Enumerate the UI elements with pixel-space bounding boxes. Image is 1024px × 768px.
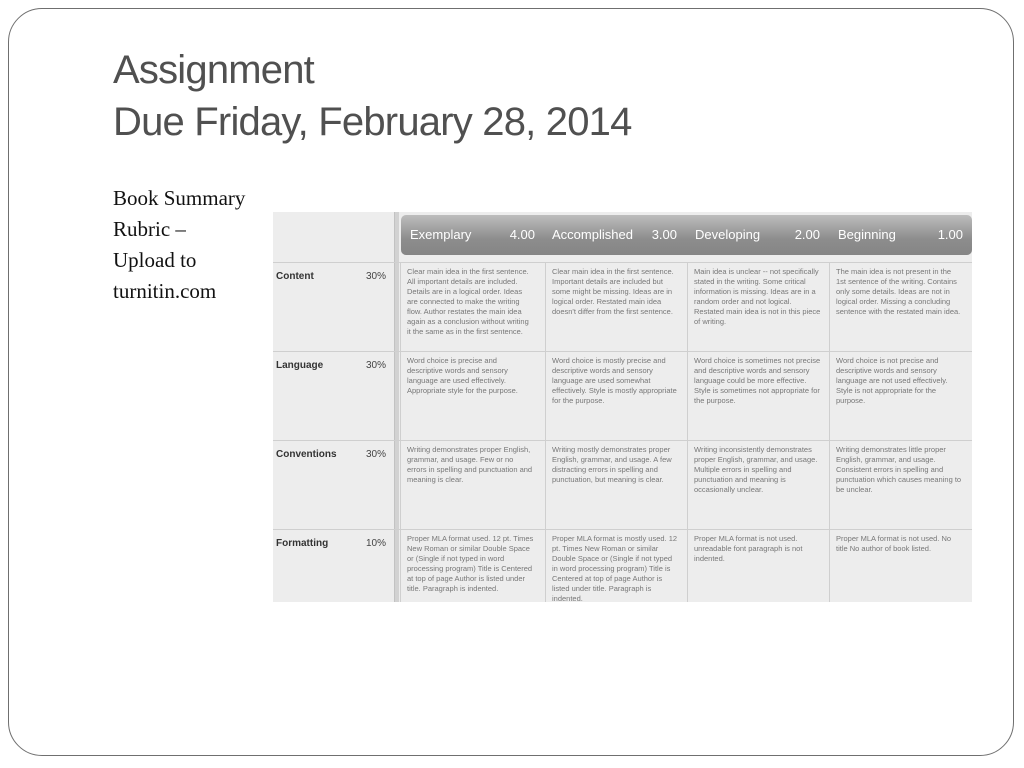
body-line: turnitin.com: [113, 279, 217, 303]
rubric-header-bar: [401, 215, 972, 255]
row-label: Conventions: [276, 449, 337, 460]
rubric-row-content: [273, 262, 972, 352]
row-label: Language: [276, 360, 324, 371]
rubric-cell: Word choice is precise and descriptive words and sensory language are used effectively. Appropriate style for the purpose.: [400, 352, 537, 441]
rubric-image: [273, 212, 972, 602]
rubric-cell: Proper MLA format is not used. No title No author of book listed.: [829, 530, 966, 602]
level-score: 2.00: [794, 227, 820, 242]
rubric-cell: Word choice is not precise and descriptive words and sensory language are not used effectively. Style is not appropriate for the purpose.: [829, 352, 966, 441]
body-line: Book Summary: [113, 186, 246, 210]
row-weight: 30%: [366, 360, 387, 371]
rubric-row-formatting: [273, 529, 972, 602]
row-weight: 30%: [366, 449, 387, 460]
level-name: Exemplary: [410, 227, 472, 242]
row-label: Content: [276, 271, 314, 282]
rubric-row-language: [273, 351, 972, 441]
row-weight: 10%: [366, 538, 387, 549]
level-name: Developing: [695, 227, 761, 242]
rubric-cell: Writing demonstrates proper English, grammar, and usage. Few or no errors in spelling and punctuation and meaning is clear.: [400, 441, 537, 530]
rubric-row-conventions: [273, 440, 972, 530]
level-score: 1.00: [937, 227, 963, 242]
rubric-cell: Writing inconsistently demonstrates proper English, grammar, and usage. Multiple errors in spelling and punctuation and meaning is occasionally unclear.: [687, 441, 824, 530]
body-line: Upload to: [113, 248, 197, 272]
row-weight: 30%: [366, 271, 387, 282]
row-label: Formatting: [276, 538, 329, 549]
level-score: 3.00: [651, 227, 677, 242]
rubric-cell: Writing mostly demonstrates proper English, grammar, and usage. A few distracting errors in spelling and punctuation, but meaning is clear.: [545, 441, 682, 530]
level-header-beginning: [829, 215, 969, 255]
level-score: 4.00: [509, 227, 535, 242]
level-header-accomplished: [543, 215, 683, 255]
title-line-assignment: Assignment: [113, 48, 314, 92]
level-header-exemplary: [401, 215, 541, 255]
level-name: Accomplished: [552, 227, 633, 242]
rubric-cell: Proper MLA format used. 12 pt. Times New Roman or similar Double Space or (Single if not typed in word processing program) Title is Centered at top of page Author is listed under title. Paragraph is indented.: [400, 530, 537, 602]
rubric-cell: Main idea is unclear -- not specifically stated in the writing. Some critical information is missing. Ideas are in a random order and not logical. Restated main idea is not in this piece of writing.: [687, 263, 824, 352]
level-name: Beginning: [838, 227, 896, 242]
rubric-cell: Proper MLA format is mostly used. 12 pt. Times New Roman or similar Double Space or (Single if not typed in word processing program) Title is Centered at top of page Author is listed under title. Paragraph is indented.: [545, 530, 682, 602]
body-line: Rubric –: [113, 217, 186, 241]
rubric-cell: The main idea is not present in the 1st sentence of the writing. Contains only some details. Ideas are not in logical order. Missing a concluding sentence with the restated main idea.: [829, 263, 966, 352]
rubric-cell: Proper MLA format is not used. unreadable font paragraph is not indented.: [687, 530, 824, 602]
slide-title: [113, 44, 632, 148]
rubric-cell: Writing demonstrates little proper English, grammar, and usage. Consistent errors in spelling and punctuation which causes meaning to be unclear.: [829, 441, 966, 530]
title-line-due-date: Due Friday, February 28, 2014: [113, 100, 632, 144]
rubric-cell: Word choice is sometimes not precise and descriptive words and sensory language could be more effective. Style is sometimes not appropriate for the purpose.: [687, 352, 824, 441]
level-header-developing: [686, 215, 826, 255]
rubric-cell: Word choice is mostly precise and descriptive words and sensory language are used somewhat effectively. Style is mostly appropriate for the purpose.: [545, 352, 682, 441]
rubric-cell: Clear main idea in the first sentence. Important details are included but some might be missing. Ideas are in logical order. Restated main idea doesn't differ from the first sentence.: [545, 263, 682, 352]
rubric-cell: Clear main idea in the first sentence. All important details are included. Details are in a logical order. Ideas are connected to make the writing flow. Author restates the main idea again as a conclusion without writing it the same as in the first sentence.: [400, 263, 537, 352]
body-text: [113, 183, 263, 307]
